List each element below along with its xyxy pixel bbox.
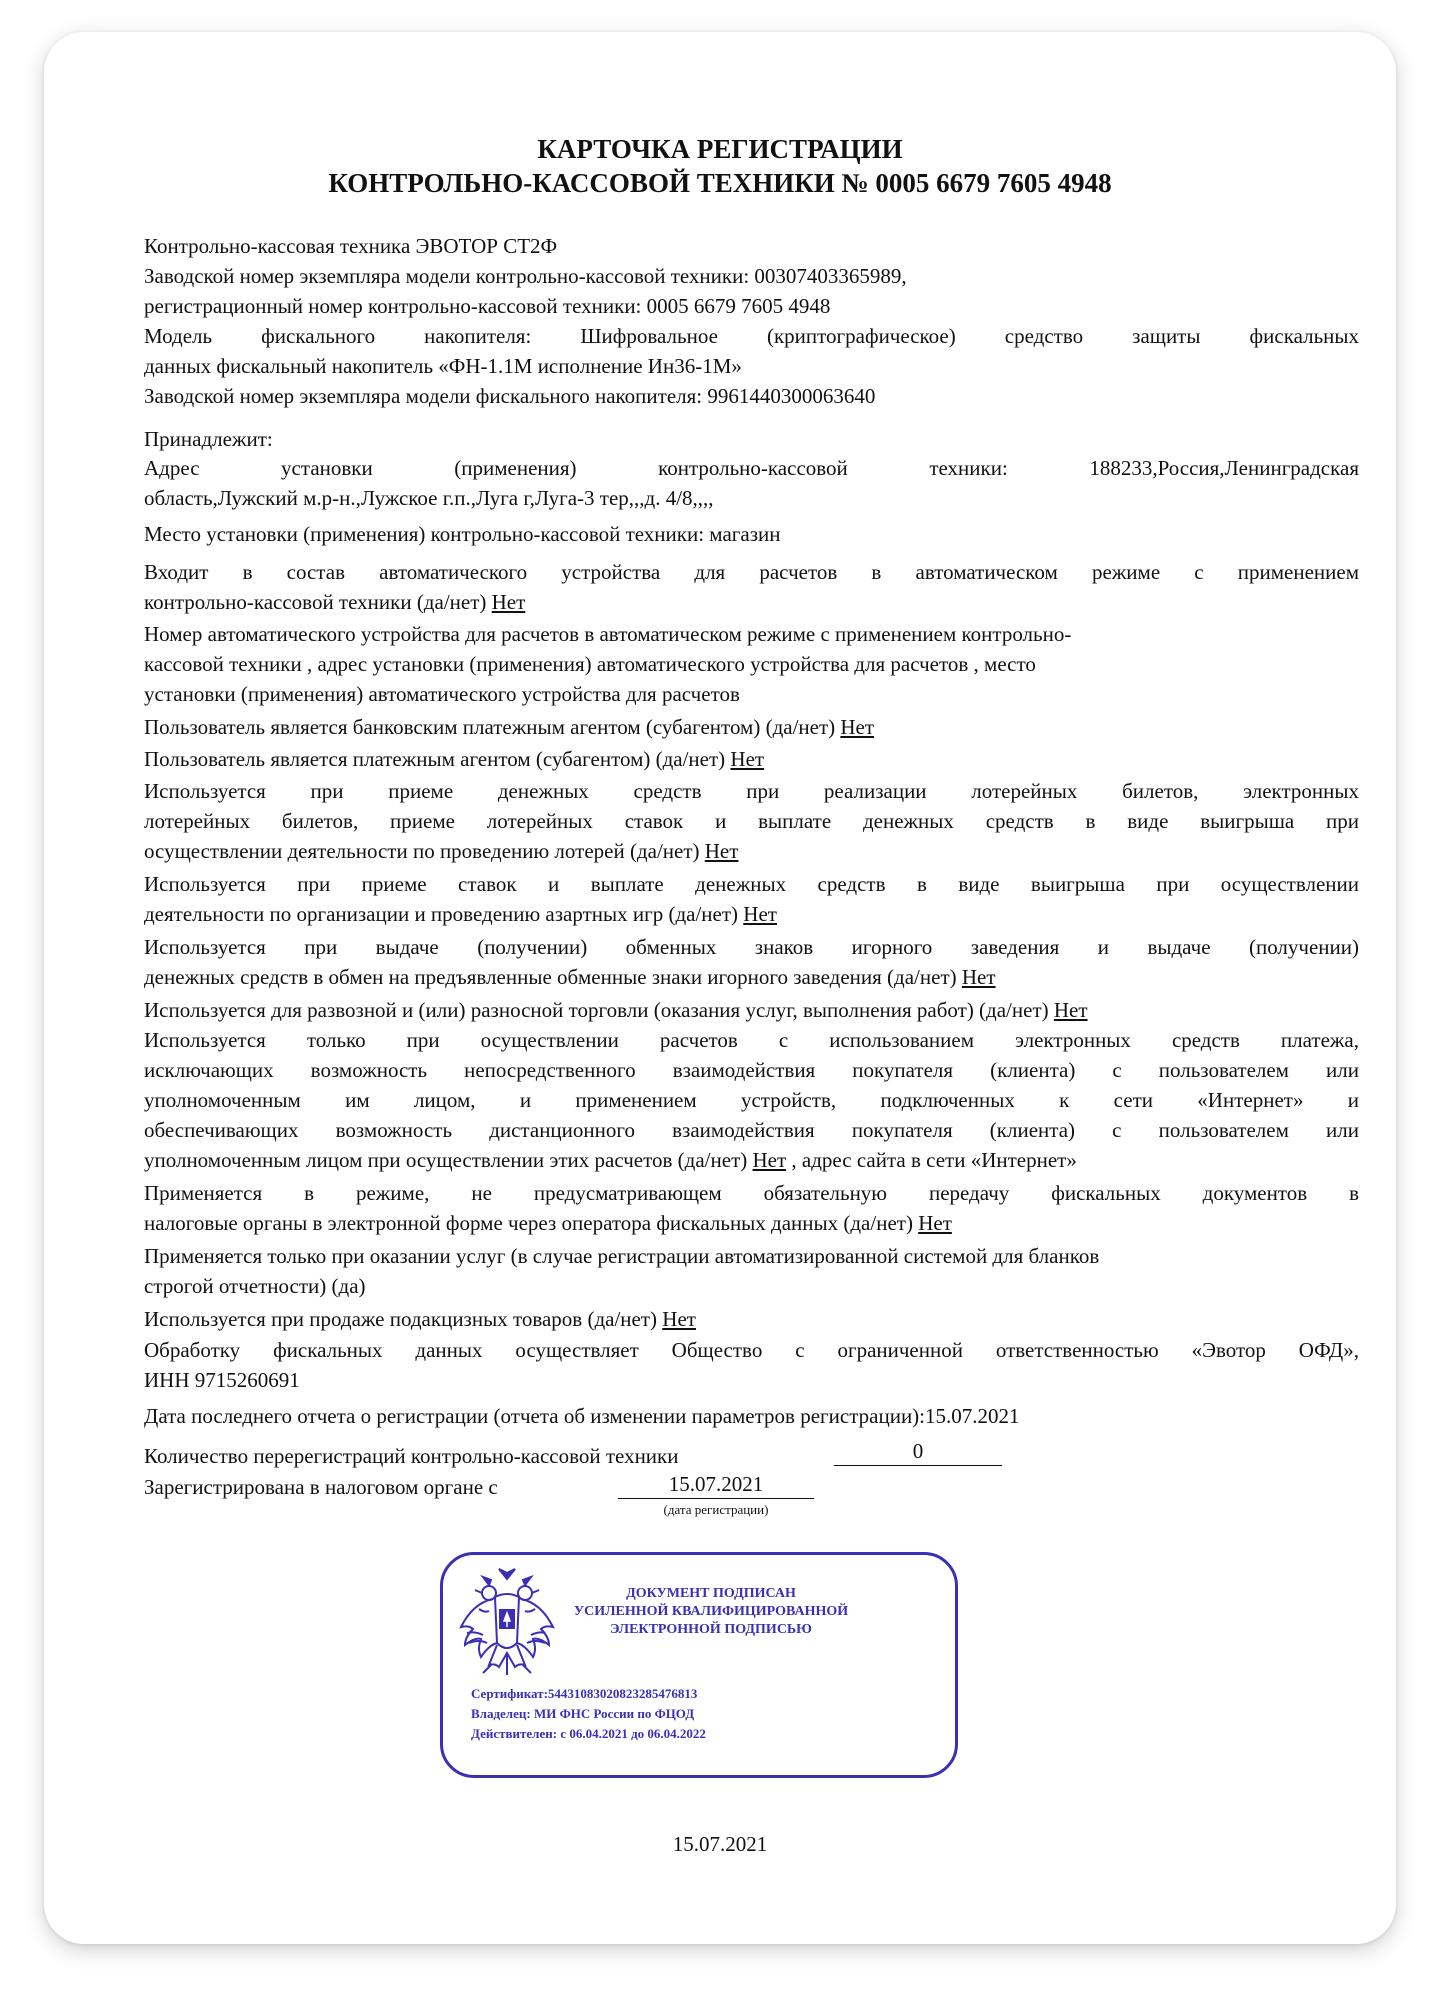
payment-agent: Пользователь является платежным агентом (субагентом) (да/нет) Нет [144, 747, 765, 771]
tokens-answer: Нет [961, 965, 996, 989]
internet-line3: уполномоченным им лицом, и применением устройств, подключенных к сети «Интернет» и [144, 1088, 1359, 1112]
registration-card [44, 32, 1396, 1944]
auto-device-number-line2: кассовой техники , адрес установки (применения) автоматического устройства для расчетов , место [144, 652, 1036, 676]
lottery-line2: лотерейных билетов, приеме лотерейных ставок и выплате денежных средств в виде выигрыша при [144, 809, 1359, 833]
fn-model-line1: Модель фискального накопителя: Шифровальное (криптографическое) средство защиты фискальных [144, 324, 1359, 348]
electronic-signature-stamp [440, 1552, 958, 1778]
rereg-label: Количество перерегистраций контрольно-кассовой техники [144, 1444, 679, 1468]
offline-line2: налоговые органы в электронной форме через оператора фискальных данных (да/нет) Нет [144, 1211, 952, 1235]
regdate-underline [618, 1498, 814, 1499]
internet-answer: Нет [752, 1148, 787, 1172]
gambling-line1: Используется при приеме ставок и выплате денежных средств в виде выигрыша при осуществлении [144, 872, 1359, 896]
kkt-reg-number: регистрационный номер контрольно-кассовой техники: 0005 6679 7605 4948 [144, 294, 831, 318]
excise: Используется при продаже подакцизных товаров (да/нет) Нет [144, 1307, 696, 1331]
offline-line1: Применяется в режиме, не предусматривающем обязательную передачу фискальных документов в [144, 1181, 1359, 1205]
lottery-line3: осуществлении деятельности по проведению лотерей (да/нет) Нет [144, 839, 739, 863]
tokens-line1: Используется при выдаче (получении) обменных знаков игорного заведения и выдаче (получении) [144, 935, 1359, 959]
footer-date: 15.07.2021 [672, 1832, 768, 1856]
tokens-line2: денежных средств в обмен на предъявленные обменные знаки игорного заведения (да/нет) Нет [144, 965, 996, 989]
peddling-answer: Нет [1053, 998, 1088, 1022]
last-report: Дата последнего отчета о регистрации (отчета об изменении параметров регистрации):15.07.2021 [144, 1404, 1020, 1428]
services-line2: строгой отчетности) (да) [144, 1274, 366, 1298]
regdate-label: Зарегистрирована в налоговом органе с [144, 1475, 498, 1499]
double-headed-eagle-icon [455, 1563, 559, 1683]
stamp-validity: Действителен: с 06.04.2021 до 06.04.2022 [471, 1726, 706, 1741]
regdate-value: 15.07.2021 [668, 1472, 764, 1496]
peddling: Используется для развозной и (или) разносной торговли (оказания услуг, выполнения работ) (да/нет) Нет [144, 998, 1088, 1022]
stamp-line2: УСИЛЕННОЙ КВАЛИФИЦИРОВАННОЙ [573, 1604, 849, 1619]
internet-line5: уполномоченным лицом при осуществлении этих расчетов (да/нет) Нет , адрес сайта в сети «Интернет» [144, 1148, 1077, 1172]
ofd-line2: ИНН 9715260691 [144, 1368, 300, 1392]
stamp-owner: Владелец: МИ ФНС России по ФЦОД [471, 1706, 695, 1721]
internet-line4: обеспечивающих возможность дистанционного взаимодействия покупателя (клиента) с пользователем или [144, 1118, 1359, 1142]
address-line2: область,Лужский м.р-н.,Лужское г.п.,Луга г,Луга-3 тер,,,д. 4/8,,,, [144, 486, 714, 510]
bank-agent: Пользователь является банковским платежным агентом (субагентом) (да/нет) Нет [144, 715, 875, 739]
auto-device-line1: Входит в состав автоматического устройства для расчетов в автоматическом режиме с применением [144, 560, 1359, 584]
services-answer: (да) [331, 1274, 366, 1298]
gambling-line2: деятельности по организации и проведению азартных игр (да/нет) Нет [144, 902, 777, 926]
kkt-model: Контрольно-кассовая техника ЭВОТОР СТ2Ф [144, 234, 558, 258]
lottery-answer: Нет [704, 839, 739, 863]
auto-device-line2: контрольно-кассовой техники (да/нет) Нет [144, 590, 526, 614]
fn-serial: Заводской номер экземпляра модели фискального накопителя: 9961440300063640 [144, 384, 876, 408]
stamp-line1: ДОКУМЕНТ ПОДПИСАН [626, 1586, 796, 1601]
regdate-caption: (дата регистрации) [663, 1502, 769, 1517]
offline-answer: Нет [918, 1211, 952, 1235]
services-line1: Применяется только при оказании услуг (в случае регистрации автоматизированной системой для бланков [144, 1244, 1100, 1268]
gambling-answer: Нет [743, 902, 777, 926]
lottery-line1: Используется при приеме денежных средств при реализации лотерейных билетов, электронных [144, 779, 1359, 803]
internet-line1: Используется только при осуществлении расчетов с использованием электронных средств платежа, [144, 1028, 1359, 1052]
payment-agent-answer: Нет [730, 747, 765, 771]
ofd-line1: Обработку фискальных данных осуществляет Общество с ограниченной ответственностью «Эвотор ОФД», [144, 1338, 1359, 1362]
install-place: Место установки (применения) контрольно-кассовой техники: магазин [144, 522, 781, 546]
rereg-underline [834, 1465, 1002, 1466]
fn-model-line2: данных фискальный накопитель «ФН-1.1М исполнение Ин36-1М» [144, 354, 742, 378]
document-subtitle: КОНТРОЛЬНО-КАССОВОЙ ТЕХНИКИ № 0005 6679 7605 4948 [328, 168, 1112, 198]
rereg-value: 0 [912, 1439, 924, 1463]
stamp-line3: ЭЛЕКТРОННОЙ ПОДПИСЬЮ [610, 1622, 812, 1637]
auto-device-number-line3: установки (применения) автоматического устройства для расчетов [144, 682, 740, 706]
stamp-certificate: Сертификат:54431083020823285476813 [471, 1686, 698, 1701]
internet-line2: исключающих возможность непосредственного взаимодействия покупателя (клиента) с пользователем или [144, 1058, 1359, 1082]
bank-agent-answer: Нет [840, 715, 875, 739]
auto-device-answer: Нет [491, 590, 526, 614]
address-line1: Адрес установки (применения) контрольно-кассовой техники: 188233,Россия,Ленинградская [144, 456, 1359, 480]
owner-label: Принадлежит: [144, 427, 273, 451]
document-title: КАРТОЧКА РЕГИСТРАЦИИ [537, 134, 903, 164]
kkt-serial: Заводской номер экземпляра модели контрольно-кассовой техники: 00307403365989, [144, 264, 907, 288]
excise-answer: Нет [662, 1307, 696, 1331]
auto-device-number-line1: Номер автоматического устройства для расчетов в автоматическом режиме с применением контрольно- [144, 622, 1072, 646]
